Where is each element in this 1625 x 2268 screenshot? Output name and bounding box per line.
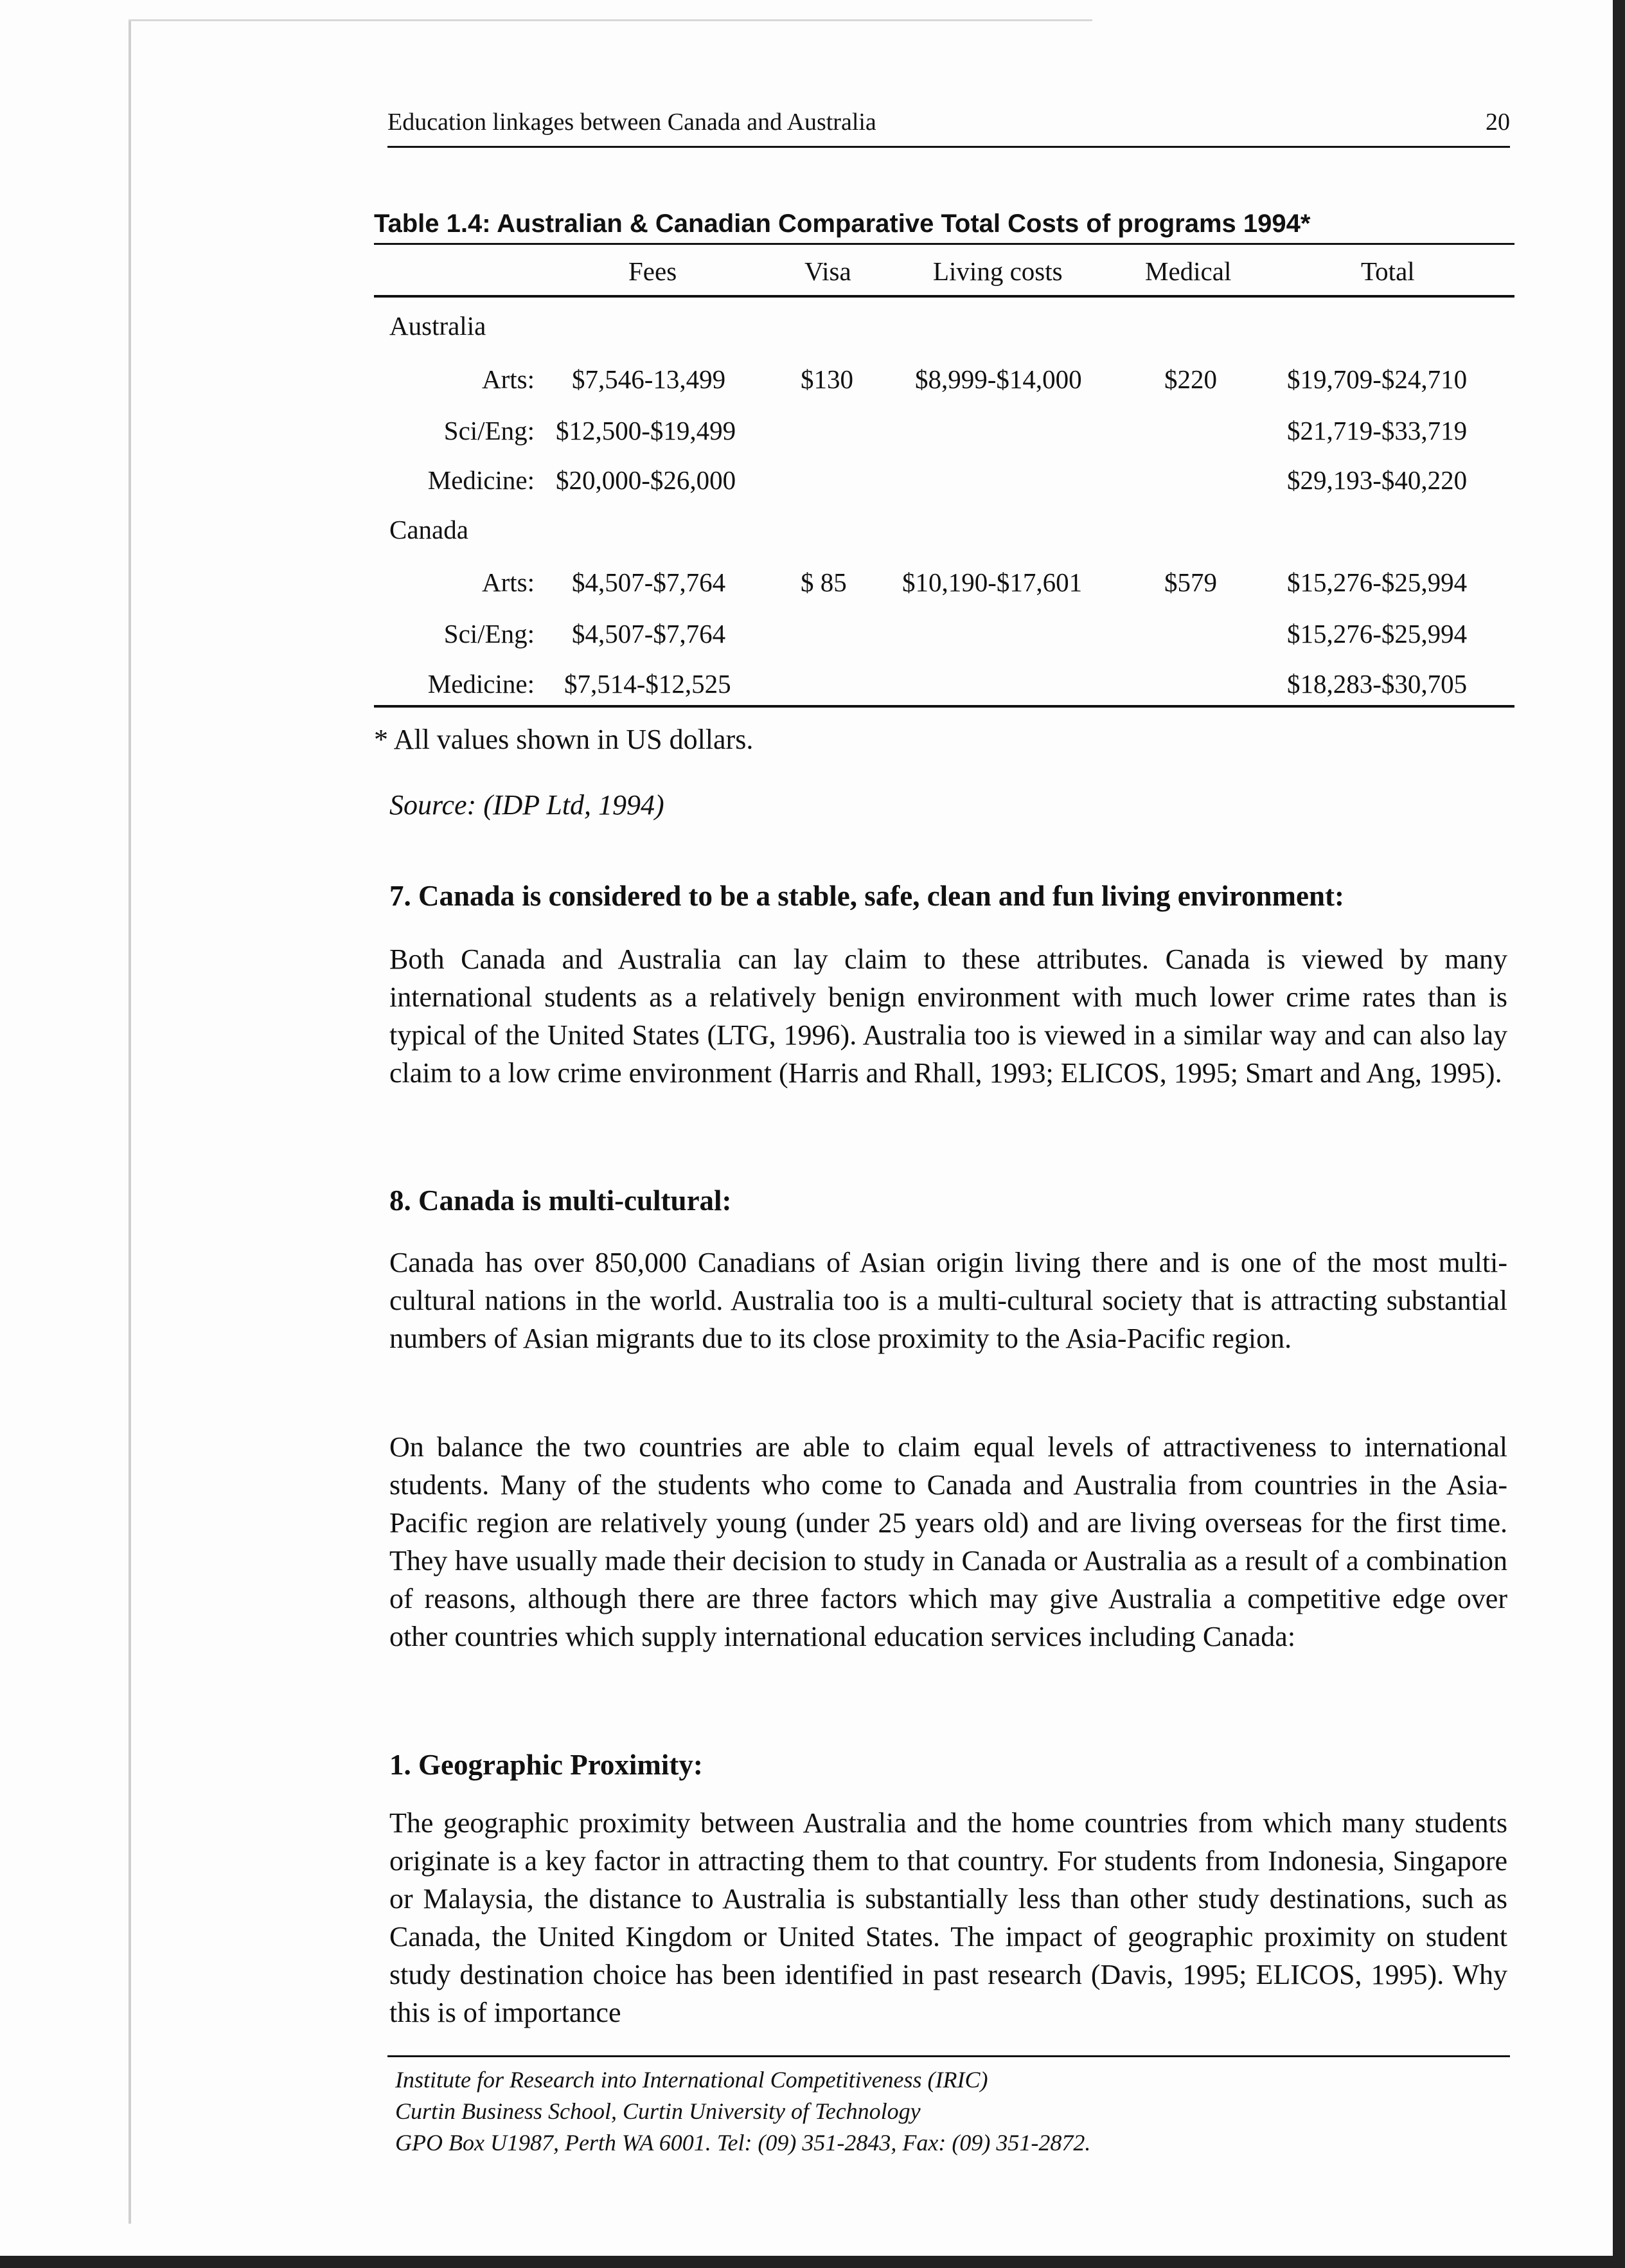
total-cell: $15,276-$25,994 — [1287, 619, 1468, 648]
total-cell: $21,719-$33,719 — [1287, 416, 1468, 445]
group-label-canada: Canada — [389, 515, 468, 544]
fees-cell: $7,546-13,499 — [572, 364, 726, 394]
scan-edge-left — [129, 19, 131, 2224]
program-label: Sci/Eng: — [443, 619, 535, 648]
page-footer — [395, 2064, 1090, 2159]
medical-cell: $220 — [1164, 364, 1217, 394]
column-header-fees: Fees — [628, 256, 677, 286]
footer-address: GPO Box U1987, Perth WA 6001. Tel: (09) 351-2843, Fax: (09) 351-2872. — [395, 2130, 1091, 2156]
geographic-proximity-heading: 1. Geographic Proximity: — [389, 1749, 703, 1781]
total-cell: $29,193-$40,220 — [1287, 465, 1468, 495]
footer-school: Curtin Business School, Curtin University of Technology — [395, 2098, 921, 2124]
table-source: Source: (IDP Ltd, 1994) — [389, 789, 664, 821]
fees-cell: $20,000-$26,000 — [556, 465, 736, 495]
section-8-body: Canada has over 850,000 Canadians of Asian origin living there and is one of the most multi-cultural nations in the world. Australia too is a multi-cultural society that is attracting substantial numbers of Asian migrants due to its close proximity to the Asia-Pacific region. — [389, 1247, 1507, 1354]
fees-cell: $7,514-$12,525 — [564, 669, 731, 699]
table-header-rule — [374, 295, 1514, 298]
page-number: 20 — [1486, 109, 1510, 136]
section-8-heading: 8. Canada is multi-cultural: — [389, 1184, 732, 1217]
program-label: Medicine: — [427, 669, 535, 699]
program-label: Arts: — [482, 567, 535, 597]
fees-cell: $4,507-$7,764 — [572, 619, 726, 648]
living-cell: $10,190-$17,601 — [902, 567, 1083, 597]
column-header-medical: Medical — [1145, 256, 1232, 286]
column-header-total: Total — [1361, 256, 1415, 286]
balance-paragraph: On balance the two countries are able to claim equal levels of attractiveness to international students. Many of the students who come to Canada and Australia from countries in the Asia-Pacific region are relatively young (under 25 years old) and are living overseas for the first time. They have usually made their decision to study in Canada or Australia as a result of a combination of reasons, although there are three factors which may give Australia a competitive edge over other countries which supply international education services including Canada: — [389, 1431, 1507, 1652]
program-label: Medicine: — [427, 465, 535, 495]
total-cell: $19,709-$24,710 — [1287, 364, 1468, 394]
column-header-visa: Visa — [804, 256, 851, 286]
section-7-heading: 7. Canada is considered to be a stable, safe, clean and fun living environment: — [389, 880, 1344, 912]
visa-cell: $ 85 — [801, 567, 847, 597]
group-label-australia: Australia — [389, 311, 486, 341]
table-top-rule — [374, 243, 1514, 245]
footer-institute: Institute for Research into International Competitiveness (IRIC) — [395, 2067, 988, 2093]
program-label: Arts: — [482, 364, 535, 394]
program-label: Sci/Eng: — [443, 416, 535, 445]
table-bottom-rule — [374, 705, 1514, 708]
total-cell: $18,283-$30,705 — [1287, 669, 1468, 699]
medical-cell: $579 — [1164, 567, 1217, 597]
table-title: Table 1.4: Australian & Canadian Comparative Total Costs of programs 1994* — [374, 210, 1311, 238]
visa-cell: $130 — [801, 364, 853, 394]
table-note: * All values shown in US dollars. — [374, 724, 754, 755]
section-7-body: Both Canada and Australia can lay claim to these attributes. Canada is viewed by many international students as a relatively benign environment with much lower crime rates than is typical of the United States (LTG, 1996). Australia too is viewed in a similar way and can also lay claim to a low crime environment (Harris and Rhall, 1993; ELICOS, 1995; Smart and Ang, 1995). — [389, 943, 1507, 1089]
column-header-living-costs: Living costs — [933, 256, 1063, 286]
footer-rule — [387, 2055, 1510, 2057]
scan-edge-top — [129, 19, 1092, 21]
running-title: Education linkages between Canada and Australia — [387, 109, 876, 136]
living-cell: $8,999-$14,000 — [915, 364, 1082, 394]
fees-cell: $12,500-$19,499 — [556, 416, 736, 445]
header-rule — [387, 146, 1510, 148]
total-cell: $15,276-$25,994 — [1287, 567, 1468, 597]
geographic-proximity-body: The geographic proximity between Australia and the home countries from which many students originate is a key factor in attracting them to that country. For students from Indonesia, Singapore or Malaysia, the distance to Australia is substantially less than other study destinations, such as Canada, the United Kingdom or United States. The impact of geographic proximity on student study destination choice has been identified in past research (Davis, 1995; ELICOS, 1995). Why this is of importance — [389, 1807, 1507, 2028]
fees-cell: $4,507-$7,764 — [572, 567, 726, 597]
